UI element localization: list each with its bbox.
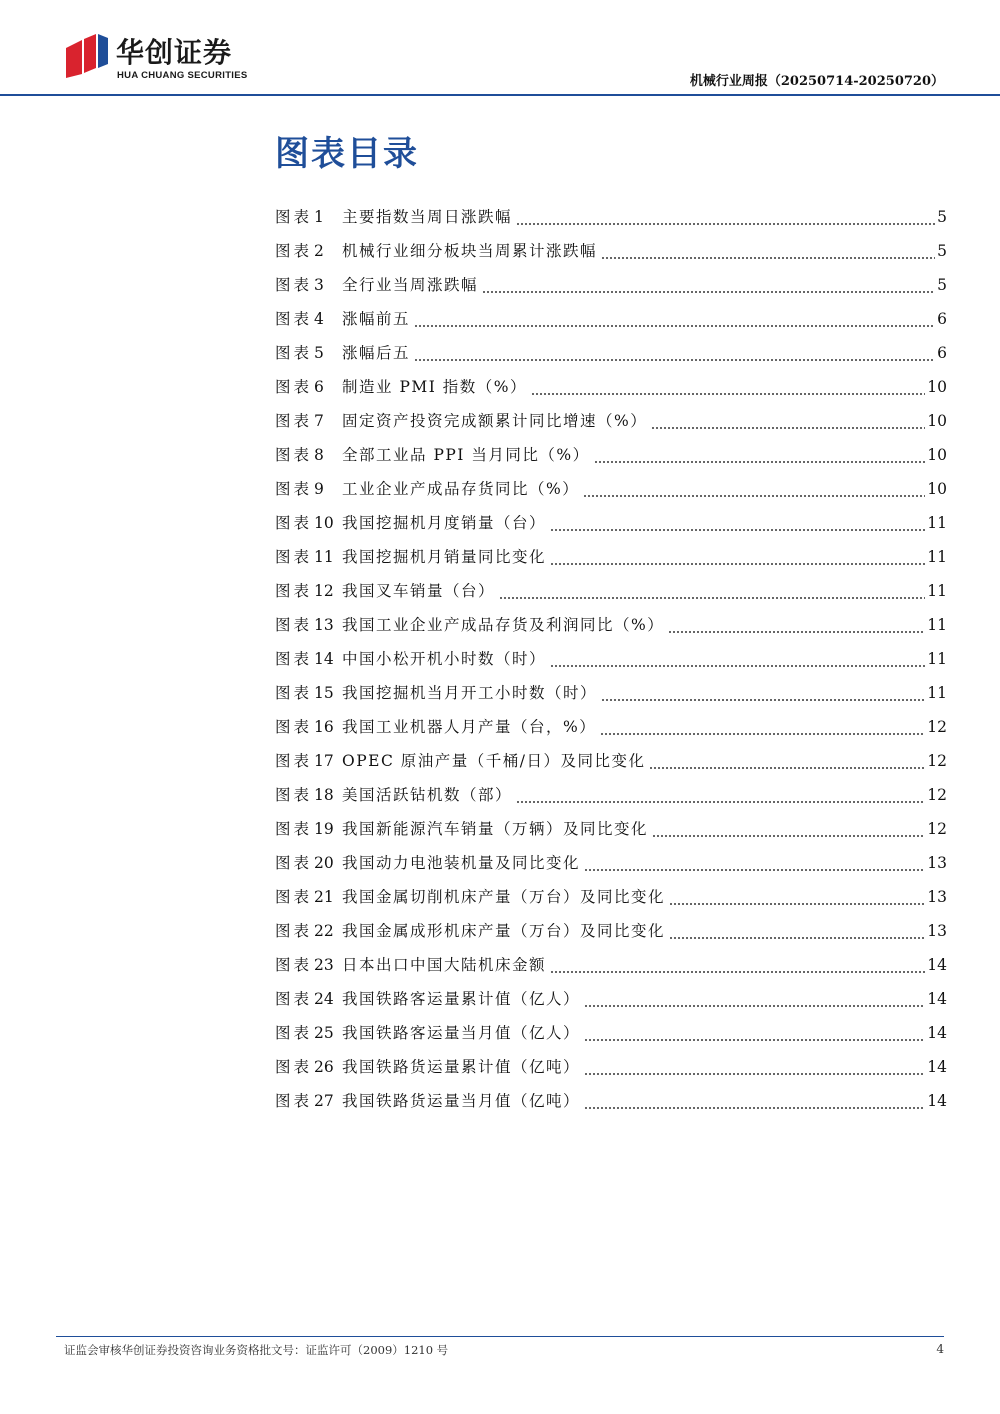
- toc-entry-number: 7: [314, 412, 324, 430]
- toc-entry-prefix: 图表: [275, 650, 313, 668]
- toc-entry-prefix: 图表: [275, 310, 313, 328]
- toc-entry[interactable]: [275, 234, 947, 268]
- toc-dot-leader: [668, 631, 925, 633]
- toc-entry[interactable]: [275, 642, 947, 676]
- toc-entry[interactable]: [275, 574, 947, 608]
- toc-entry-prefix: 图表: [275, 1092, 313, 1110]
- toc-entry[interactable]: [275, 540, 947, 574]
- toc-entry-page: 12: [927, 820, 947, 838]
- toc-entry-number: 8: [314, 446, 324, 464]
- toc-entry-prefix: 图表: [275, 412, 313, 430]
- toc-entry-prefix: 图表: [275, 378, 313, 396]
- toc-entry-title: 我国工业企业产成品存货及利润同比（%）: [342, 616, 665, 634]
- toc-entry-page: 12: [927, 752, 947, 770]
- toc-entry[interactable]: [275, 1016, 947, 1050]
- toc-entry[interactable]: [275, 778, 947, 812]
- toc-entry-page: 11: [927, 684, 947, 702]
- toc-dot-leader: [669, 937, 925, 939]
- toc-entry-prefix: 图表: [275, 480, 313, 498]
- logo-name-en: HUA CHUANG SECURITIES: [117, 70, 248, 81]
- toc-entry-page: 10: [927, 480, 947, 498]
- toc-entry[interactable]: [275, 472, 947, 506]
- toc-entry-page: 14: [927, 1058, 947, 1076]
- toc-entry-title: 全部工业品 PPI 当月同比（%）: [342, 446, 590, 464]
- toc-entry-number: 4: [314, 310, 324, 328]
- toc-dot-leader: [516, 801, 925, 803]
- toc-entry-number: 11: [314, 548, 334, 566]
- toc-entry-title: 美国活跃钻机数（部）: [342, 786, 513, 804]
- toc-entry[interactable]: [275, 438, 947, 472]
- toc-entry-prefix: 图表: [275, 276, 313, 294]
- toc-entry-page: 13: [927, 854, 947, 872]
- toc-entry-prefix: 图表: [275, 684, 313, 702]
- toc-dot-leader: [482, 291, 935, 293]
- toc-entry[interactable]: [275, 200, 947, 234]
- toc-entry-number: 6: [314, 378, 324, 396]
- toc-entry-prefix: 图表: [275, 208, 313, 226]
- toc-entry-prefix: 图表: [275, 990, 313, 1008]
- toc-entry-prefix: 图表: [275, 582, 313, 600]
- toc-dot-leader: [584, 1107, 925, 1109]
- header-divider: [0, 94, 1000, 96]
- toc-entry-page: 12: [927, 718, 947, 736]
- footer-divider: [56, 1336, 944, 1337]
- toc-entry-page: 14: [927, 1092, 947, 1110]
- toc-dot-leader: [584, 1039, 925, 1041]
- toc-entry-number: 22: [314, 922, 334, 940]
- toc-dot-leader: [594, 461, 926, 463]
- toc-entry-prefix: 图表: [275, 786, 313, 804]
- toc-dot-leader: [499, 597, 925, 599]
- toc-entry-number: 2: [314, 242, 324, 260]
- toc-dot-leader: [601, 699, 925, 701]
- toc-entry-title: 我国动力电池装机量及同比变化: [342, 854, 581, 872]
- toc-entry-title: 我国铁路客运量累计值（亿人）: [342, 990, 581, 1008]
- toc-entry-page: 6: [937, 310, 947, 328]
- toc-entry[interactable]: [275, 370, 947, 404]
- toc-entry[interactable]: [275, 1050, 947, 1084]
- toc-entry-number: 9: [314, 480, 324, 498]
- toc-dot-leader: [669, 903, 925, 905]
- toc-entry-page: 11: [927, 650, 947, 668]
- toc-entry-page: 14: [927, 956, 947, 974]
- toc-entry-page: 13: [927, 922, 947, 940]
- toc-entry-title: 日本出口中国大陆机床金额: [342, 956, 547, 974]
- toc-entry[interactable]: [275, 608, 947, 642]
- toc-entry-title: 我国金属成形机床产量（万台）及同比变化: [342, 922, 666, 940]
- toc-dot-leader: [651, 427, 925, 429]
- toc-entry-title: 我国金属切削机床产量（万台）及同比变化: [342, 888, 666, 906]
- toc-entry[interactable]: [275, 710, 947, 744]
- toc-entry-page: 5: [937, 208, 947, 226]
- toc-entry-prefix: 图表: [275, 752, 313, 770]
- toc-entry-page: 10: [927, 412, 947, 430]
- toc-entry-title: 我国铁路货运量累计值（亿吨）: [342, 1058, 581, 1076]
- toc-dot-leader: [531, 393, 925, 395]
- toc-entry-page: 11: [927, 582, 947, 600]
- toc-entry[interactable]: [275, 302, 947, 336]
- toc-entry-prefix: 图表: [275, 446, 313, 464]
- toc-entry-number: 15: [314, 684, 334, 702]
- toc-entry-prefix: 图表: [275, 548, 313, 566]
- toc-entry-title: 我国铁路客运量当月值（亿人）: [342, 1024, 581, 1042]
- toc-entry-number: 27: [314, 1092, 334, 1110]
- toc-entry-prefix: 图表: [275, 718, 313, 736]
- logo-name-cn: 华创证券: [116, 36, 233, 69]
- toc-entry-page: 10: [927, 378, 947, 396]
- report-title: 机械行业周报（20250714-20250720）: [689, 74, 944, 89]
- toc-entry-title: 我国挖掘机月销量同比变化: [342, 548, 547, 566]
- toc-dot-leader: [652, 835, 925, 837]
- toc-entry-number: 3: [314, 276, 324, 294]
- toc-entry-number: 25: [314, 1024, 334, 1042]
- toc-dot-leader: [584, 1073, 925, 1075]
- toc-entry[interactable]: [275, 846, 947, 880]
- page-number: 4: [936, 1342, 944, 1356]
- toc-dot-leader: [584, 869, 925, 871]
- toc-entry[interactable]: [275, 676, 947, 710]
- toc-entry-title: 机械行业细分板块当周累计涨跌幅: [342, 242, 598, 260]
- toc-entry-prefix: 图表: [275, 344, 313, 362]
- toc-entry-title: 工业企业产成品存货同比（%）: [342, 480, 580, 498]
- toc-entry-title: 我国叉车销量（台）: [342, 582, 496, 600]
- toc-entry[interactable]: [275, 336, 947, 370]
- toc-entry-number: 21: [314, 888, 334, 906]
- toc-entry[interactable]: [275, 1084, 947, 1118]
- toc-dot-leader: [601, 257, 935, 259]
- toc-entry-prefix: 图表: [275, 242, 313, 260]
- toc-entry-page: 11: [927, 548, 947, 566]
- toc-entry-number: 12: [314, 582, 334, 600]
- toc-entry-number: 17: [314, 752, 334, 770]
- toc-entry-title: 全行业当周涨跌幅: [342, 276, 479, 294]
- toc-dot-leader: [414, 325, 935, 327]
- toc-entry[interactable]: [275, 982, 947, 1016]
- toc-entry-title: 中国小松开机小时数（时）: [342, 650, 547, 668]
- page-title: 图表目录: [275, 134, 419, 174]
- toc-entry-number: 18: [314, 786, 334, 804]
- toc-entry[interactable]: [275, 404, 947, 438]
- table-of-figures: [275, 200, 947, 1118]
- toc-entry-number: 20: [314, 854, 334, 872]
- page-header: [0, 0, 1000, 100]
- toc-entry[interactable]: [275, 506, 947, 540]
- toc-entry[interactable]: [275, 744, 947, 778]
- toc-dot-leader: [600, 733, 925, 735]
- toc-dot-leader: [550, 665, 925, 667]
- toc-entry-prefix: 图表: [275, 514, 313, 532]
- toc-entry-title: 涨幅后五: [342, 344, 411, 362]
- toc-entry-title: 主要指数当周日涨跌幅: [342, 208, 513, 226]
- toc-entry-page: 5: [937, 242, 947, 260]
- toc-entry-title: 固定资产投资完成额累计同比增速（%）: [342, 412, 648, 430]
- toc-entry-number: 16: [314, 718, 334, 736]
- toc-entry-prefix: 图表: [275, 820, 313, 838]
- toc-entry-number: 5: [314, 344, 324, 362]
- toc-entry[interactable]: [275, 268, 947, 302]
- toc-entry-prefix: 图表: [275, 616, 313, 634]
- toc-entry-number: 13: [314, 616, 334, 634]
- toc-dot-leader: [584, 1005, 925, 1007]
- toc-dot-leader: [550, 529, 925, 531]
- toc-entry-number: 23: [314, 956, 334, 974]
- toc-entry-page: 11: [927, 616, 947, 634]
- toc-entry-page: 14: [927, 990, 947, 1008]
- toc-dot-leader: [516, 223, 935, 225]
- toc-entry-number: 24: [314, 990, 334, 1008]
- toc-entry-title: 我国挖掘机当月开工小时数（时）: [342, 684, 598, 702]
- company-logo-icon: [64, 34, 110, 80]
- toc-entry[interactable]: [275, 948, 947, 982]
- toc-entry[interactable]: [275, 880, 947, 914]
- toc-entry-prefix: 图表: [275, 922, 313, 940]
- toc-entry-page: 10: [927, 446, 947, 464]
- toc-entry-title: 我国新能源汽车销量（万辆）及同比变化: [342, 820, 649, 838]
- toc-entry-number: 10: [314, 514, 334, 532]
- toc-entry-title: OPEC 原油产量（千桶/日）及同比变化: [342, 752, 646, 770]
- toc-entry-number: 19: [314, 820, 334, 838]
- toc-dot-leader: [649, 767, 925, 769]
- toc-entry-page: 6: [937, 344, 947, 362]
- toc-entry-title: 涨幅前五: [342, 310, 411, 328]
- toc-dot-leader: [550, 971, 925, 973]
- toc-entry-title: 我国工业机器人月产量（台，%）: [342, 718, 597, 736]
- toc-entry-title: 我国挖掘机月度销量（台）: [342, 514, 547, 532]
- toc-entry-number: 1: [314, 208, 324, 226]
- toc-entry-number: 26: [314, 1058, 334, 1076]
- toc-dot-leader: [414, 359, 935, 361]
- toc-entry[interactable]: [275, 812, 947, 846]
- toc-entry-page: 12: [927, 786, 947, 804]
- toc-dot-leader: [583, 495, 925, 497]
- toc-entry-page: 14: [927, 1024, 947, 1042]
- toc-entry-prefix: 图表: [275, 1058, 313, 1076]
- toc-entry-page: 13: [927, 888, 947, 906]
- toc-entry-title: 我国铁路货运量当月值（亿吨）: [342, 1092, 581, 1110]
- toc-entry-number: 14: [314, 650, 334, 668]
- footer-license-text: 证监会审核华创证券投资咨询业务资格批文号：证监许可（2009）1210 号: [64, 1343, 449, 1357]
- toc-entry-prefix: 图表: [275, 888, 313, 906]
- toc-entry-prefix: 图表: [275, 956, 313, 974]
- toc-entry-page: 5: [937, 276, 947, 294]
- toc-entry-page: 11: [927, 514, 947, 532]
- toc-dot-leader: [550, 563, 925, 565]
- toc-entry[interactable]: [275, 914, 947, 948]
- toc-entry-prefix: 图表: [275, 1024, 313, 1042]
- toc-entry-prefix: 图表: [275, 854, 313, 872]
- toc-entry-title: 制造业 PMI 指数（%）: [342, 378, 528, 396]
